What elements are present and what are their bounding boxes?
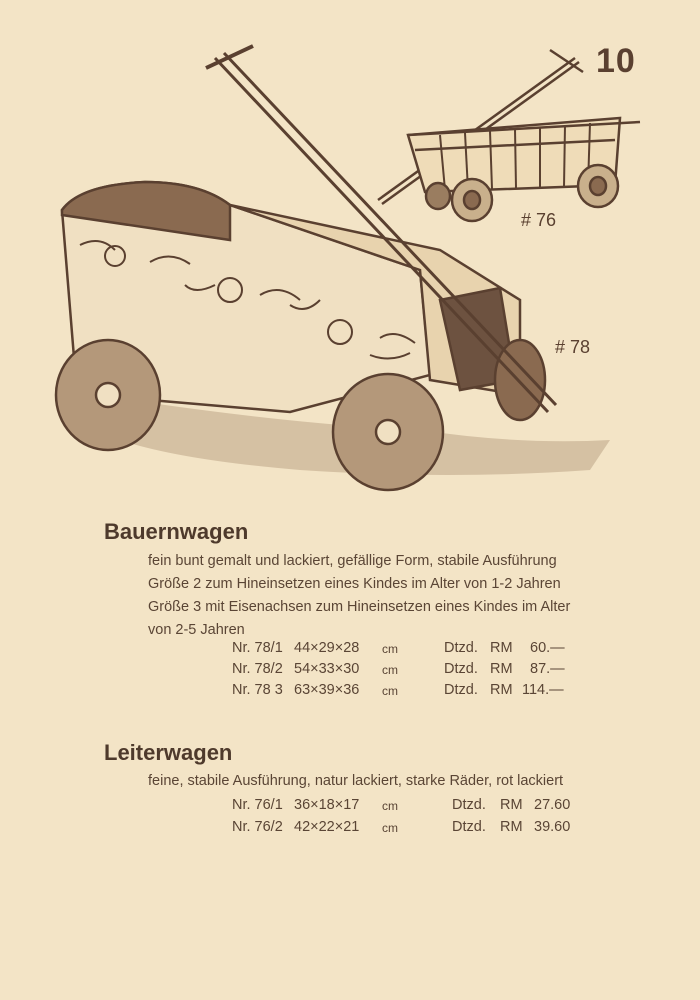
price-row [232, 661, 592, 681]
page-number: 10 [596, 42, 636, 80]
item-number: Nr. 78/1 [232, 640, 283, 656]
item-unit: cm [382, 799, 398, 813]
price-row [232, 682, 592, 702]
item-size: 42×22×21 [294, 819, 360, 835]
price-row [232, 819, 592, 839]
item-qty: Dtzd. [452, 819, 486, 835]
bauernwagen-desc-line: Größe 2 zum Hineinsetzen eines Kindes im Alter von 1-2 Jahren [148, 576, 561, 592]
leiterwagen-desc-line: feine, stabile Ausführung, natur lackiert, starke Räder, rot lackiert [148, 773, 564, 789]
label-item-78: # 78 [555, 337, 591, 357]
label-item-76: # 76 [521, 210, 557, 230]
bauernwagen-desc-line: Größe 3 mit Eisenachsen zum Hineinsetzen eines Kindes im Alter [148, 599, 571, 615]
item-unit: cm [382, 684, 398, 698]
item-price: 39.60 [534, 819, 571, 835]
item-size: 36×18×17 [294, 797, 360, 813]
item-qty: Dtzd. [444, 640, 478, 656]
item-price: 60.— [530, 640, 565, 656]
item-number: Nr. 76/1 [232, 797, 283, 813]
item-currency: RM [500, 797, 523, 813]
item-currency: RM [500, 819, 523, 835]
bauernwagen-desc-line: von 2-5 Jahren [148, 622, 245, 638]
bauernwagen-desc-line: fein bunt gemalt und lackiert, gefällige Form, stabile Ausführung [148, 553, 557, 569]
leiterwagen-drawing [378, 50, 640, 221]
item-size: 44×29×28 [294, 640, 360, 656]
bauernwagen-drawing [56, 46, 610, 490]
item-number: Nr. 78/2 [232, 661, 283, 677]
item-size: 54×33×30 [294, 661, 360, 677]
item-qty: Dtzd. [444, 682, 478, 698]
item-qty: Dtzd. [444, 661, 478, 677]
item-unit: cm [382, 642, 398, 656]
item-number: Nr. 78 3 [232, 682, 283, 698]
item-price: 87.— [530, 661, 565, 677]
item-price: 27.60 [534, 797, 571, 813]
item-number: Nr. 76/2 [232, 819, 283, 835]
item-unit: cm [382, 663, 398, 677]
item-unit: cm [382, 821, 398, 835]
item-currency: RM [490, 682, 513, 698]
item-qty: Dtzd. [452, 797, 486, 813]
item-currency: RM [490, 661, 513, 677]
price-row [232, 640, 592, 660]
leiterwagen-title: Leiterwagen [104, 740, 233, 765]
item-currency: RM [490, 640, 513, 656]
price-row [232, 797, 592, 817]
item-price: 114.— [522, 682, 564, 698]
item-size: 63×39×36 [294, 682, 360, 698]
bauernwagen-title: Bauernwagen [104, 519, 249, 544]
